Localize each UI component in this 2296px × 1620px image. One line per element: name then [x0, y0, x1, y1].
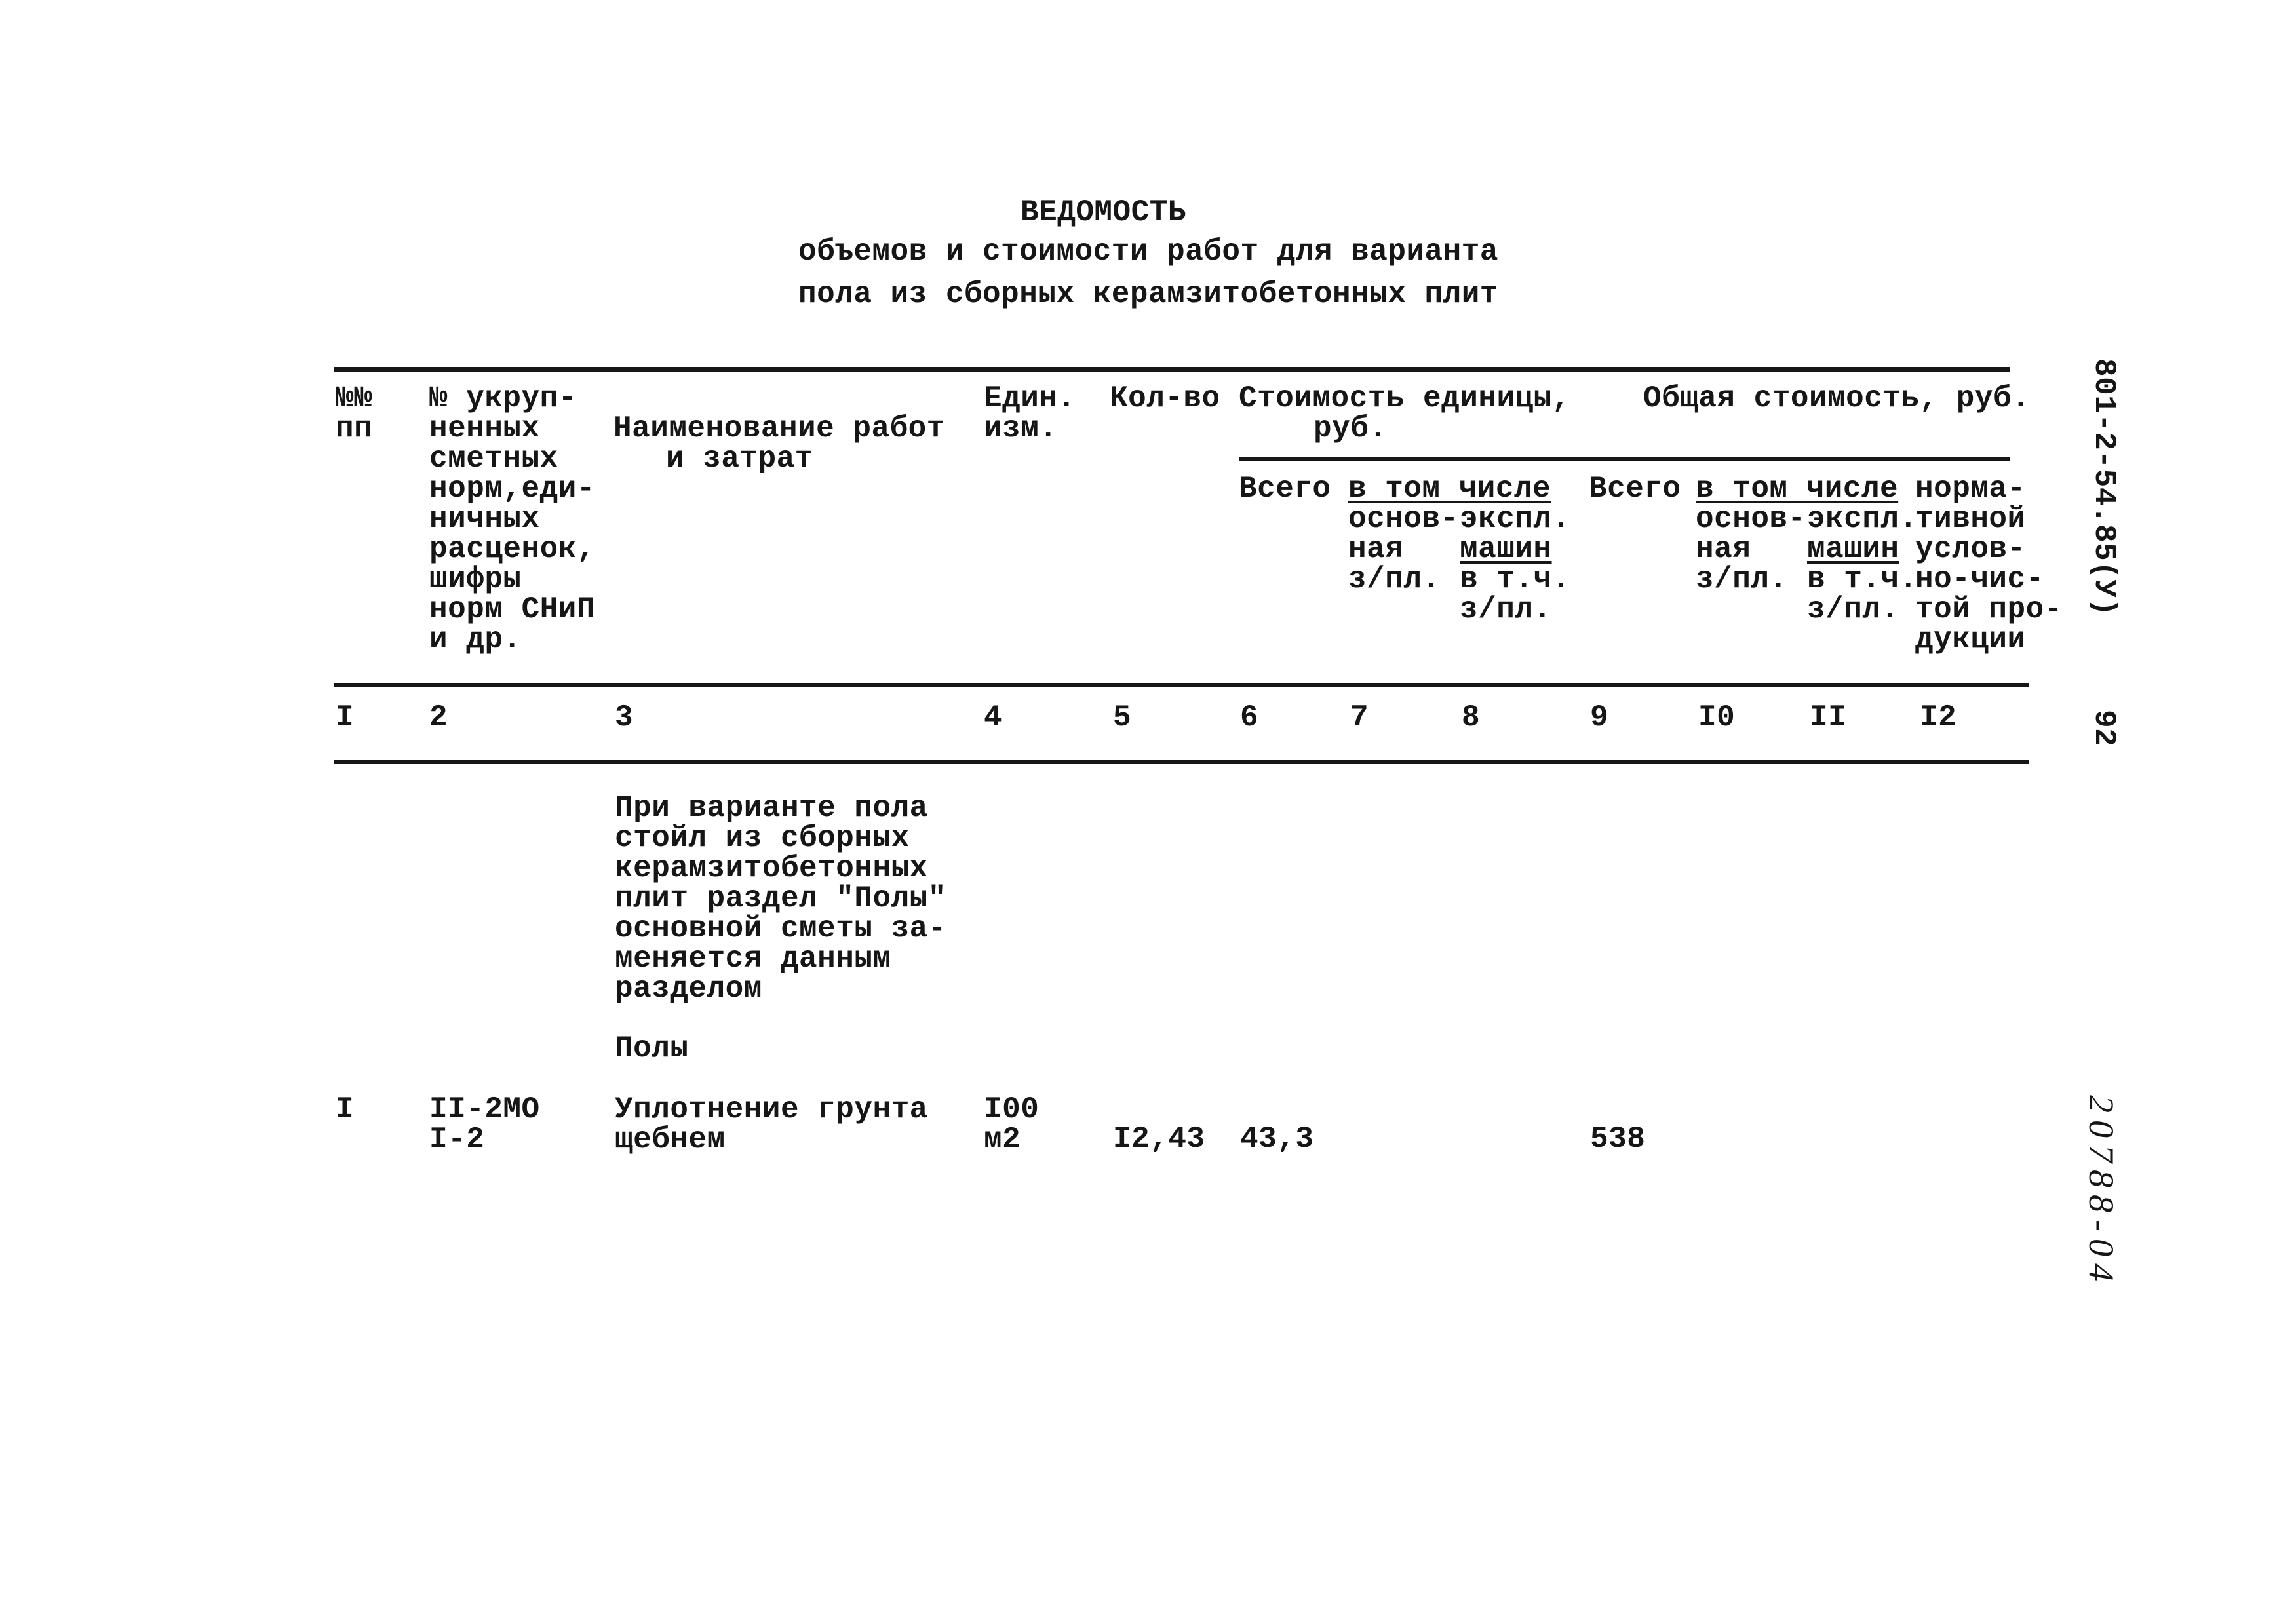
column-number-4: 4 [984, 701, 1003, 735]
header-base-wages-line: основ- [1696, 502, 1806, 536]
unit-line: I00 [984, 1092, 1040, 1127]
section-note-line: меняется данным [615, 942, 891, 976]
header-unit-cost-currency: руб. [1313, 412, 1388, 446]
work-name-line: щебнем [615, 1123, 726, 1157]
column-numbers-bottom-rule [334, 760, 2029, 764]
header-normative-output [1915, 474, 2063, 655]
column-number-7: 7 [1350, 701, 1369, 735]
header-norm-code-line: сметных [429, 442, 558, 476]
table-row-work-name [615, 1094, 928, 1155]
header-machines-line: экспл. [1460, 502, 1570, 536]
table-row-norm-code [429, 1094, 540, 1155]
column-number-6: 6 [1240, 701, 1259, 735]
header-work-name: Наименование работ [613, 412, 945, 446]
unit-line: м2 [984, 1123, 1021, 1157]
header-normative-line: тивной [1915, 502, 2026, 536]
header-norm-code-line: расценок, [429, 532, 595, 566]
header-norm-code-line: и др. [429, 623, 522, 657]
header-norm-code-line: ничных [429, 502, 540, 536]
document-heading: ВЕДОМОСТЬ [1021, 195, 1186, 229]
column-number-12: I2 [1920, 701, 1957, 735]
header-machines-line: экспл. [1807, 502, 1918, 536]
header-unit-line: изм. [984, 412, 1058, 446]
cost-group-rule [1239, 457, 2010, 461]
section-note-line: разделом [615, 972, 762, 1006]
header-machines-line: машин [1807, 532, 1899, 566]
header-normative-line: услов- [1915, 532, 2026, 566]
header-base-wages-line: з/пл. [1696, 562, 1788, 596]
header-machines-line: в т.ч. [1807, 562, 1918, 596]
header-machines-line: з/пл. [1460, 592, 1552, 627]
header-total-cost-base-wages [1696, 504, 1806, 594]
table-row-unit-cost-total: 43,3 [1240, 1122, 1314, 1156]
header-base-wages-line: ная [1696, 532, 1751, 566]
header-unit-cost-title: Стоимость единицы, [1239, 381, 1570, 415]
table-row-unit [984, 1094, 1039, 1155]
header-norm-code-line: шифры [429, 562, 522, 596]
header-item-number-line: пп [336, 412, 373, 446]
header-total-cost-total: Всего [1589, 472, 1681, 506]
section-note-line: основной сметы за- [615, 912, 946, 946]
header-normative-line: но-чис- [1915, 562, 2044, 596]
header-norm-code-line: № укруп- [429, 381, 577, 415]
header-norm-code-line: норм,еди- [429, 472, 595, 506]
header-machines-line: в т.ч. [1460, 562, 1570, 596]
inventory-number-handwritten: 20788-04 [2082, 1095, 2121, 1288]
column-number-3: 3 [615, 701, 634, 735]
header-unit-line: Един. [984, 381, 1076, 415]
header-base-wages-line: з/пл. [1348, 562, 1441, 596]
section-note-line: керамзитобетонных [615, 851, 928, 885]
header-bottom-rule [334, 683, 2029, 687]
column-number-8: 8 [1462, 701, 1481, 735]
header-unit [984, 383, 1076, 444]
header-norm-code [429, 383, 595, 655]
section-note-line: плит раздел "Полы" [615, 881, 946, 916]
header-unit-cost-machines [1460, 504, 1570, 625]
header-normative-line: норма- [1915, 472, 2026, 506]
header-unit-cost-base-wages [1348, 504, 1459, 594]
header-normative-line: той про- [1915, 592, 2063, 627]
header-work-name-line-2: и затрат [666, 442, 813, 476]
column-number-2: 2 [429, 701, 448, 735]
header-norm-code-line: ненных [429, 412, 540, 446]
header-quantity: Кол-во [1110, 381, 1220, 415]
norm-code-line: I-2 [429, 1123, 485, 1157]
table-row-quantity: I2,43 [1113, 1122, 1205, 1156]
section-note-line: При варианте пола [615, 791, 928, 825]
header-normative-line: дукции [1915, 623, 2026, 657]
norm-code-line: II-2МО [429, 1092, 540, 1127]
header-norm-code-line: норм СНиП [429, 592, 595, 627]
column-number-5: 5 [1113, 701, 1132, 735]
header-item-number [336, 383, 372, 444]
section-note [615, 793, 946, 1004]
table-row-number: I [336, 1092, 355, 1127]
header-unit-cost-total: Всего [1239, 472, 1331, 506]
column-number-11: II [1810, 701, 1847, 735]
header-unit-cost-including: в том числе [1348, 472, 1551, 506]
document-subtitle-line-1: объемов и стоимости работ для варианта [798, 235, 1498, 269]
work-name-line: Уплотнение грунта [615, 1092, 928, 1127]
section-title: Полы [615, 1032, 689, 1066]
header-item-number-line: №№ [336, 381, 373, 415]
document-subtitle-line-2: пола из сборных керамзитобетонных плит [798, 277, 1498, 311]
page-number: 92 [2087, 710, 2121, 747]
table-row-total-cost-total: 538 [1590, 1122, 1646, 1156]
header-total-cost-including: в том числе [1696, 472, 1899, 506]
header-total-cost-title: Общая стоимость, руб. [1643, 381, 2031, 415]
section-note-line: стойл из сборных [615, 821, 910, 855]
header-total-cost-machines [1807, 504, 1918, 625]
column-number-1: I [336, 701, 355, 735]
header-machines-line: машин [1460, 532, 1552, 566]
column-number-10: I0 [1698, 701, 1736, 735]
column-number-9: 9 [1590, 701, 1609, 735]
header-machines-line: з/пл. [1807, 592, 1899, 627]
project-code-stamp: 801-2-54.85(У) [2087, 358, 2121, 617]
header-base-wages-line: основ- [1348, 502, 1459, 536]
header-base-wages-line: ная [1348, 532, 1404, 566]
table-top-rule [334, 367, 2010, 372]
